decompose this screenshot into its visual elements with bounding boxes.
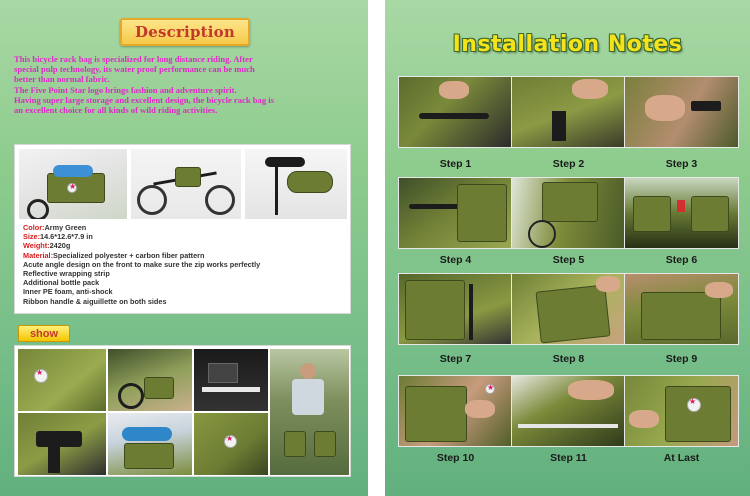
description-line: This bicycle rack bag is specialized for long distance riding. After <box>14 54 253 64</box>
step-label: Step 11 <box>550 452 587 464</box>
gallery-photo-reflective <box>194 349 268 411</box>
description-title-banner <box>120 18 250 46</box>
spec-row-size <box>23 232 343 241</box>
product-spec-card <box>14 144 351 314</box>
gallery-photo-bottle-pack <box>108 413 192 475</box>
step-label: Step 6 <box>665 254 698 266</box>
feature-item: Ribbon handle & aiguillette on both sides <box>23 296 167 306</box>
description-line: The Five Point Star logo brings fashion and adventure spirit. <box>14 84 237 95</box>
description-line: an excellent choice for all kinds of wild riding activities. <box>14 105 218 116</box>
spec-value: 14.6*12.6*7.9 in <box>40 232 93 242</box>
spec-list <box>23 223 343 306</box>
description-line: special pulp technology, its water proof performance can be much <box>14 64 255 75</box>
step-photo <box>511 273 626 345</box>
feature-item: Reflective wrapping strip <box>23 269 110 279</box>
spec-value: Army Green <box>44 223 87 232</box>
step-photo <box>511 76 626 148</box>
step-label: Step 8 <box>552 353 585 365</box>
step-photo <box>511 375 626 447</box>
step-label: Step 9 <box>665 353 698 365</box>
gallery-photo-rider <box>108 349 192 411</box>
show-gallery <box>14 345 351 477</box>
step-photo <box>398 273 513 345</box>
spec-key: Material: <box>23 250 54 260</box>
description-line: Having super large storage and excellent design, the bicycle rack bag is <box>14 94 275 105</box>
spec-row-weight <box>23 241 343 250</box>
step-photo <box>624 177 739 249</box>
show-tab <box>18 325 70 342</box>
gallery-photo-man-bike <box>270 349 349 475</box>
product-photo-bike-frame <box>131 149 241 219</box>
description-text <box>14 54 359 115</box>
step-label: Step 3 <box>665 158 698 170</box>
gallery-photo-bag-side <box>194 413 268 475</box>
spec-key: Color: <box>23 223 45 232</box>
step-photo <box>624 375 739 447</box>
step-label: Step 10 <box>436 452 475 464</box>
feature-item: Inner PE foam, anti-shock <box>23 287 113 297</box>
feature-item: Additional bottle pack <box>23 278 100 288</box>
product-photo-bike-rear <box>19 149 127 219</box>
step-photo <box>624 76 739 148</box>
step-photo <box>398 76 513 148</box>
step-label: Step 7 <box>439 353 472 365</box>
installation-title: Installation Notes <box>452 32 683 57</box>
step-photo <box>511 177 626 249</box>
installation-page <box>385 0 750 496</box>
description-title: Description <box>135 23 235 41</box>
step-label: At Last <box>663 452 700 464</box>
step-label: Step 4 <box>439 254 472 266</box>
step-label: Step 2 <box>552 158 585 170</box>
spec-key: Size: <box>23 232 41 242</box>
step-photo <box>398 375 513 447</box>
spec-value: Specialized polyester + carbon fiber pattern <box>53 250 205 260</box>
feature-item: Acute angle design on the front to make sure the zip works perfectly <box>23 259 261 269</box>
step-label: Step 5 <box>552 254 585 266</box>
product-photo-saddle-bag <box>245 149 347 219</box>
spec-value: 2420g <box>49 241 71 251</box>
spec-key: Weight: <box>23 241 50 251</box>
gallery-photo-bag-front <box>18 349 106 411</box>
description-line: better than normal fabric. <box>14 74 110 85</box>
spec-row-material <box>23 251 343 260</box>
step-photo <box>624 273 739 345</box>
spec-row-color <box>23 223 343 232</box>
show-label: show <box>29 327 59 340</box>
step-label: Step 1 <box>439 158 472 170</box>
gallery-photo-buckle <box>18 413 106 475</box>
step-photo <box>398 177 513 249</box>
description-page <box>0 0 368 496</box>
